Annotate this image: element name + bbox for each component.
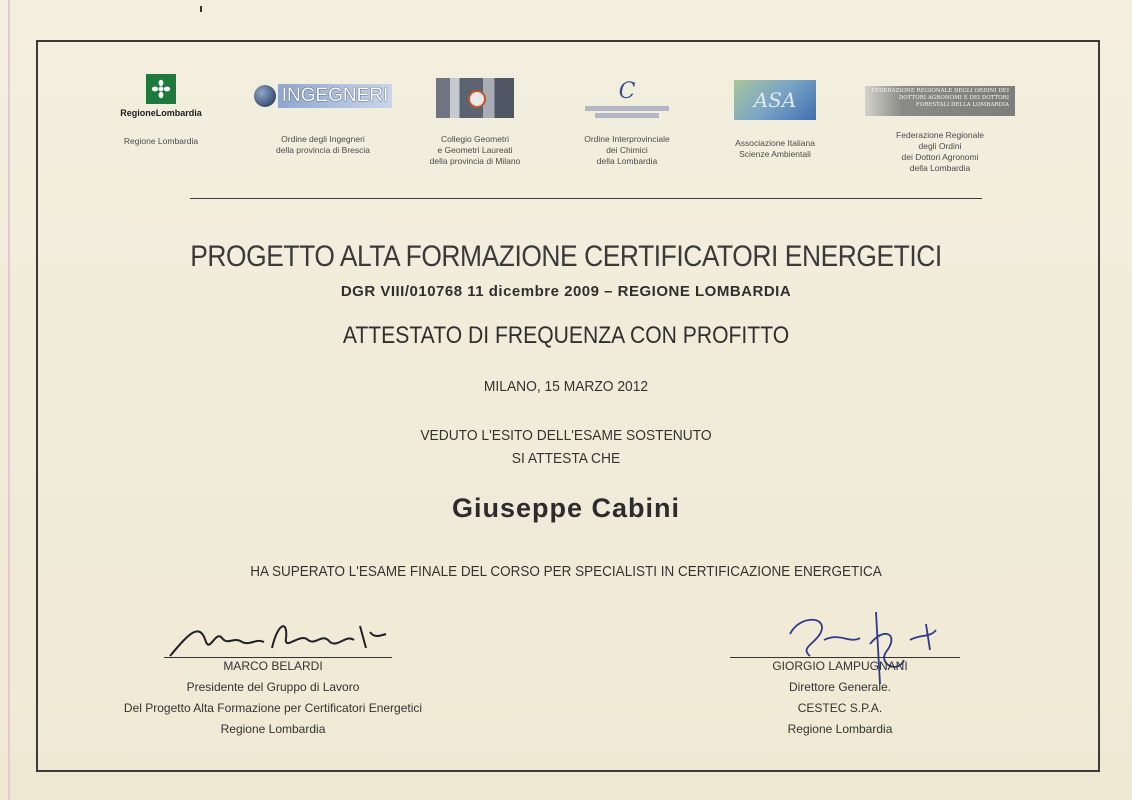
regione-lombardia-icon xyxy=(146,74,176,104)
logo-collegio-geometri xyxy=(420,78,530,167)
ingegneri-wordmark: INGEGNERI xyxy=(278,84,393,108)
signatory-right-name: GIORGIO LAMPUGNANI xyxy=(772,659,908,673)
veduto-line: VEDUTO L'ESITO DELL'ESAME SOSTENUTO xyxy=(420,427,712,444)
logo-caption: Ordine Interprovinciale dei Chimici della Lombardia xyxy=(584,134,670,166)
attestato-heading: ATTESTATO DI FREQUENZA CON PROFITTO xyxy=(342,322,790,349)
signatory-left-project: Del Progetto Alta Formazione per Certificatori Energetici xyxy=(123,701,423,715)
signatory-right-role: Direttore Generale. xyxy=(788,680,892,694)
signatory-right-org: Regione Lombardia xyxy=(787,722,893,736)
paper-edge xyxy=(8,0,10,800)
regione-lombardia-wordmark: RegioneLombardia xyxy=(120,108,202,118)
signatory-left-role: Presidente del Gruppo di Lavoro xyxy=(186,680,360,694)
exam-statement: HA SUPERATO L'ESAME FINALE DEL CORSO PER SPECIALISTI IN CERTIFICAZIONE ENERGETICA xyxy=(250,563,882,580)
recipient-name: Giuseppe Cabini xyxy=(451,493,681,523)
ingegneri-mark xyxy=(248,78,398,114)
chimici-icon: C xyxy=(572,80,682,116)
geometri-icon xyxy=(436,78,514,118)
header-divider xyxy=(190,198,982,199)
logo-caption: Associazione Italiana Scienze Ambientali xyxy=(735,138,815,159)
agronomi-wordmark: FEDERAZIONE REGIONALE DEGLI ORDINI DEI DOTTORI AGRONOMI E DEI DOTTORI FORESTALI DELLA LOMBARDIA xyxy=(865,86,1015,116)
signatory-right xyxy=(720,656,960,740)
logo-caption: Collegio Geometri e Geometri Laureati della provincia di Milano xyxy=(429,134,521,166)
attesta-line: SI ATTESTA CHE xyxy=(511,450,621,467)
dgr-reference: DGR VIII/010768 11 dicembre 2009 – REGIONE LOMBARDIA xyxy=(340,283,792,300)
logo-ordine-chimici xyxy=(572,80,682,167)
logo-ordine-ingegneri xyxy=(248,78,398,156)
logo-caption: Ordine degli Ingegneri della provincia di Brescia xyxy=(275,134,371,155)
scan-mark xyxy=(200,6,202,12)
logo-federazione-agronomi xyxy=(860,86,1020,174)
signatory-left xyxy=(118,656,428,740)
logo-caption: Federazione Regionale degli Ordini dei Dottori Agronomi della Lombardia xyxy=(896,130,984,173)
logo-asa xyxy=(720,80,830,160)
signatory-left-name: MARCO BELARDI xyxy=(223,659,323,673)
logo-caption: Regione Lombardia xyxy=(123,136,199,146)
certificate-date: MILANO, 15 MARZO 2012 xyxy=(483,378,649,395)
signature-left-icon xyxy=(160,612,400,662)
attestation-statement xyxy=(45,424,1086,470)
asa-wordmark: ASA xyxy=(734,80,816,120)
signatory-left-org: Regione Lombardia xyxy=(220,722,326,736)
globe-icon xyxy=(254,85,276,107)
certificate-title: PROGETTO ALTA FORMAZIONE CERTIFICATORI ENERGETICI xyxy=(190,240,942,273)
signatory-right-company: CESTEC S.P.A. xyxy=(797,701,883,715)
logo-regione-lombardia xyxy=(106,74,216,147)
